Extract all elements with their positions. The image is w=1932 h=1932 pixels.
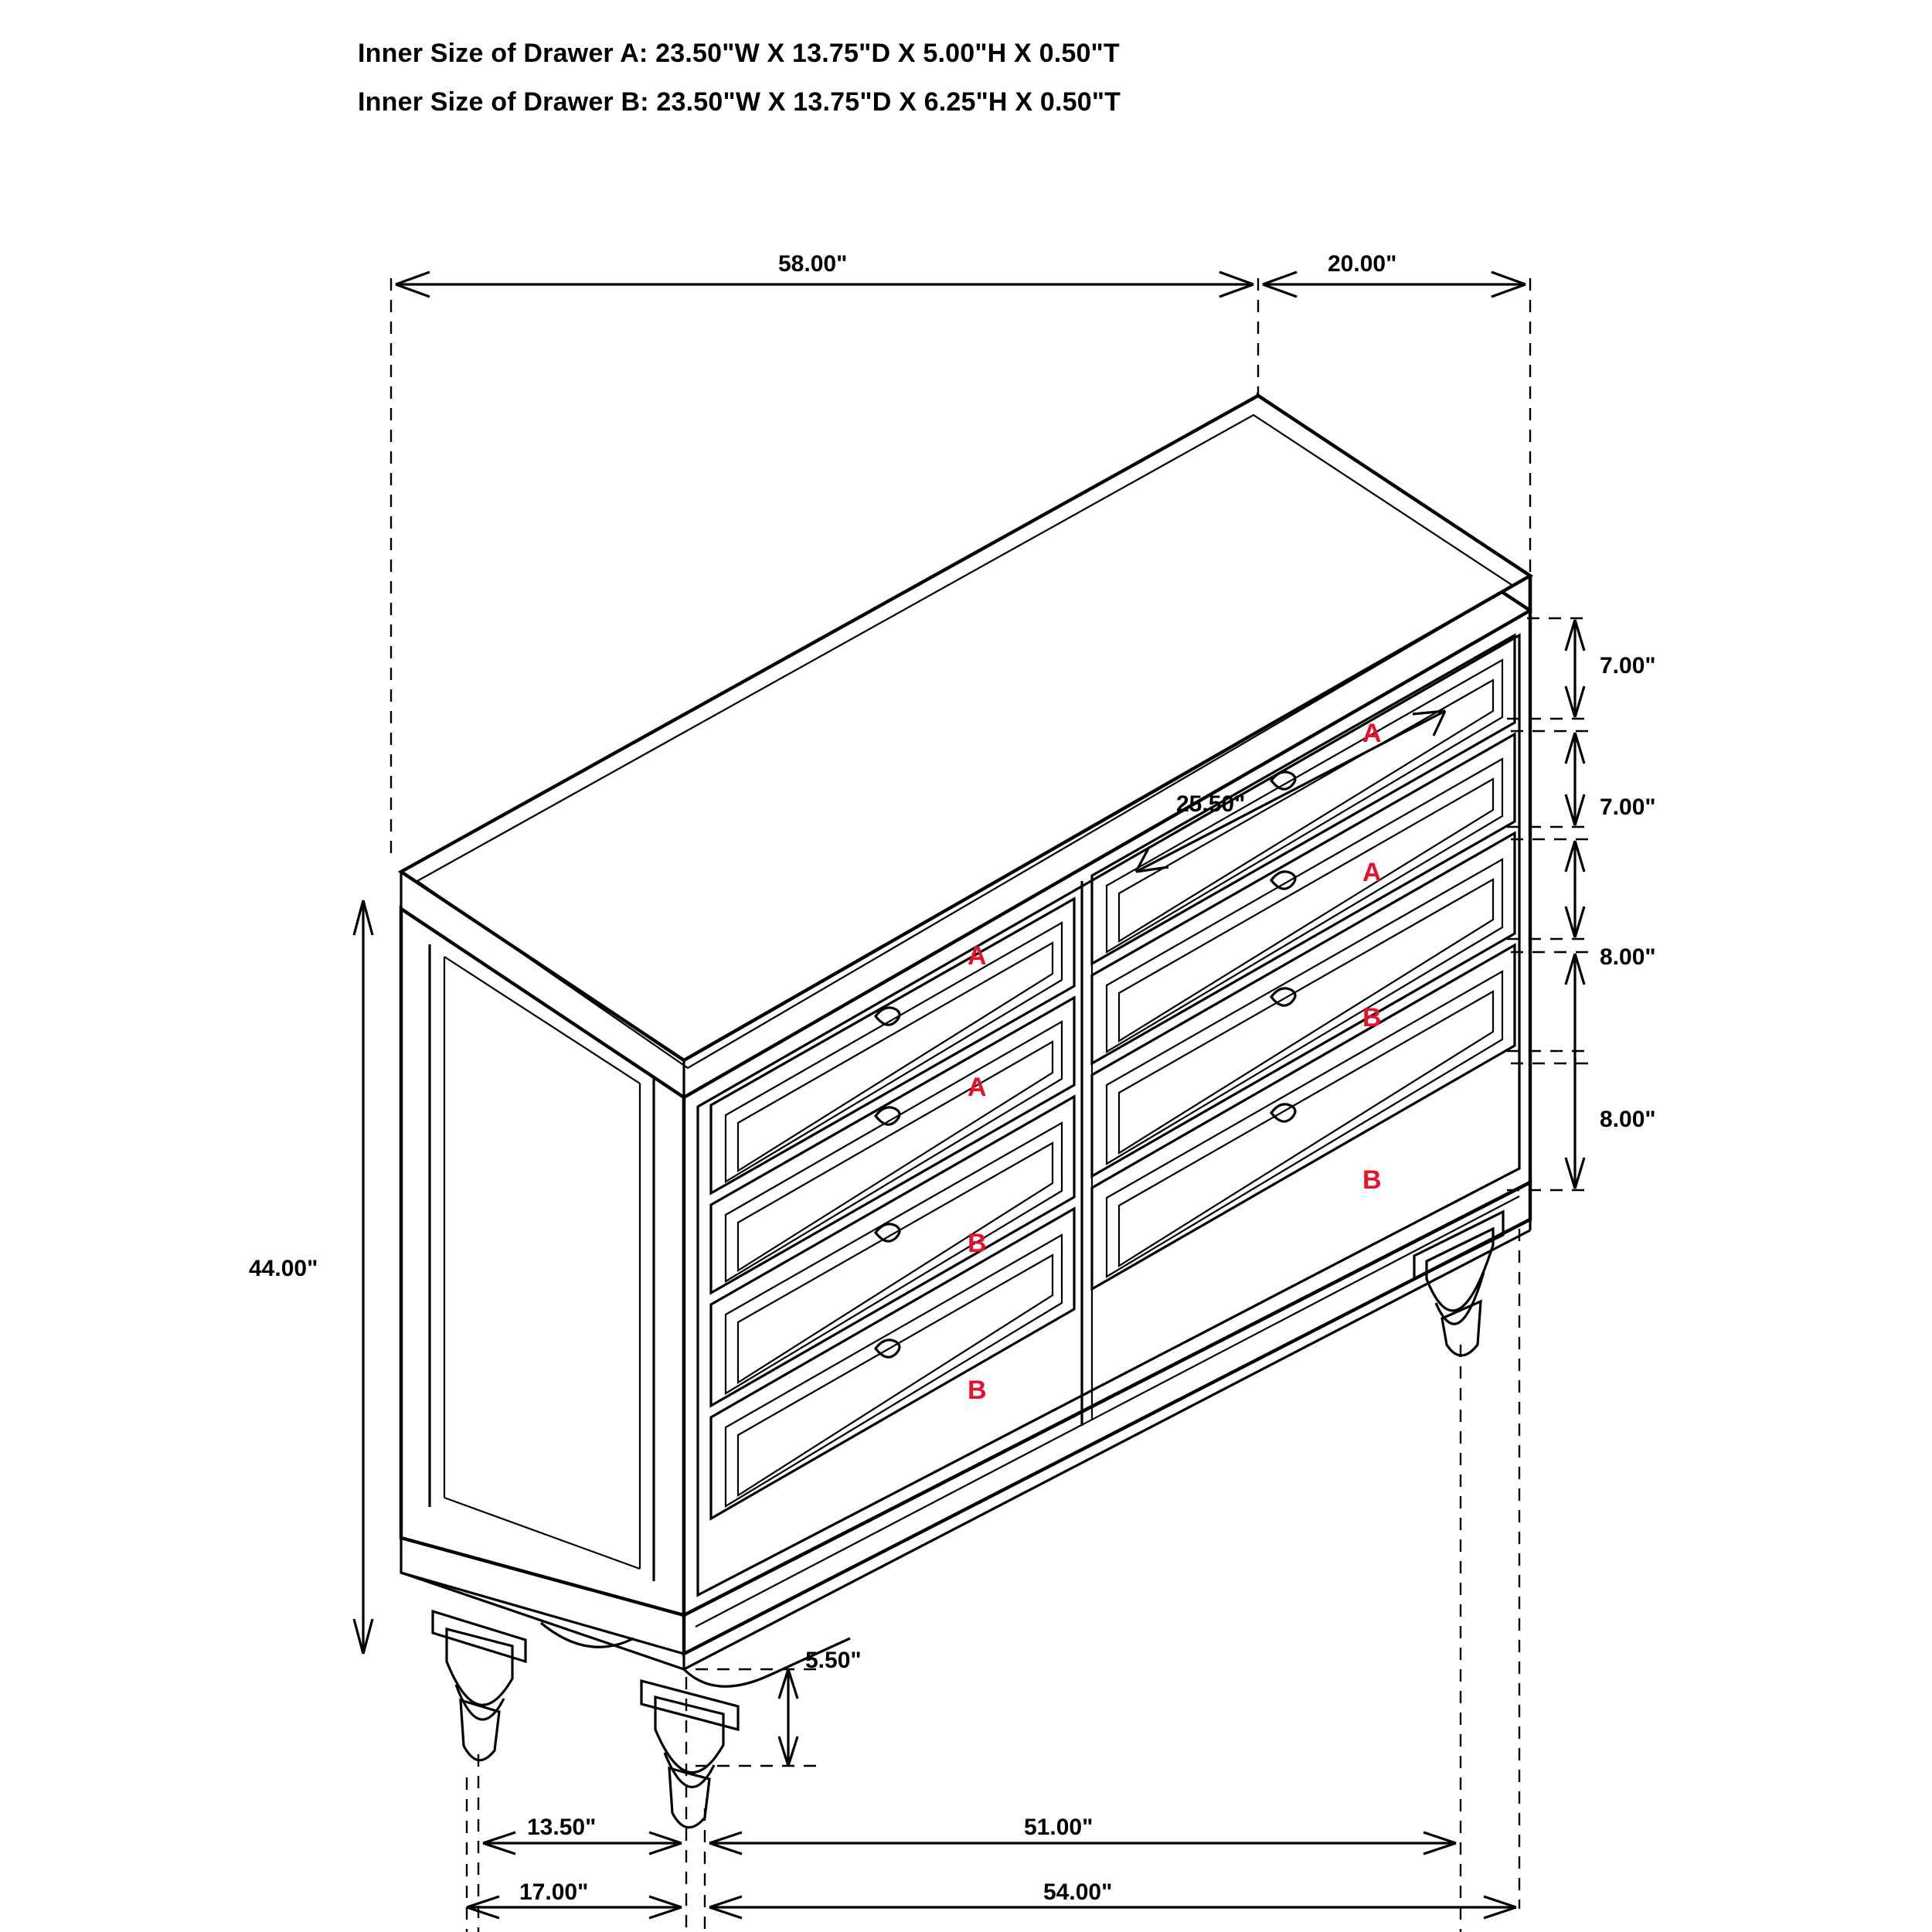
drawer-tag-left-1: A: [968, 941, 987, 971]
dim-right-row-2-label: 7.00": [1600, 794, 1656, 820]
dim-base-depth-label: 17.00": [519, 1879, 589, 1905]
dim-right-row-4-label: 8.00": [1600, 1107, 1656, 1132]
drawer-b-inner-size-label: Inner Size of Drawer B: 23.50"W X 13.75"D X 6.25"H X 0.50"T: [358, 87, 1121, 117]
drawer-tag-left-4: B: [968, 1376, 987, 1405]
drawer-tag-left-3: B: [968, 1229, 987, 1258]
dim-top-depth-label: 20.00": [1328, 251, 1397, 277]
dim-right-row-3-label: 8.00": [1600, 944, 1656, 970]
dim-right-row-1-label: 7.00": [1600, 653, 1656, 679]
drawer-tag-left-2: A: [968, 1073, 987, 1102]
dim-drawer-interior-width-label: 25.50": [1176, 791, 1246, 817]
drawer-a-inner-size-label: Inner Size of Drawer A: 23.50"W X 13.75"D X 5.00"H X 0.50"T: [358, 39, 1120, 68]
drawer-tag-right-1: A: [1362, 719, 1382, 748]
drawer-tag-right-4: B: [1362, 1165, 1382, 1195]
dim-base-inner-width-label: 51.00": [1024, 1815, 1094, 1840]
dim-leg-height-label: 5.50": [805, 1648, 862, 1673]
drawer-tag-right-2: A: [1362, 858, 1382, 887]
drawer-tag-right-3: B: [1362, 1003, 1382, 1032]
dim-base-width-label: 54.00": [1043, 1879, 1113, 1905]
dim-overall-height-label: 44.00": [249, 1256, 318, 1281]
dim-foot-depth-label: 13.50": [527, 1815, 597, 1840]
dim-top-width-label: 58.00": [778, 251, 848, 277]
